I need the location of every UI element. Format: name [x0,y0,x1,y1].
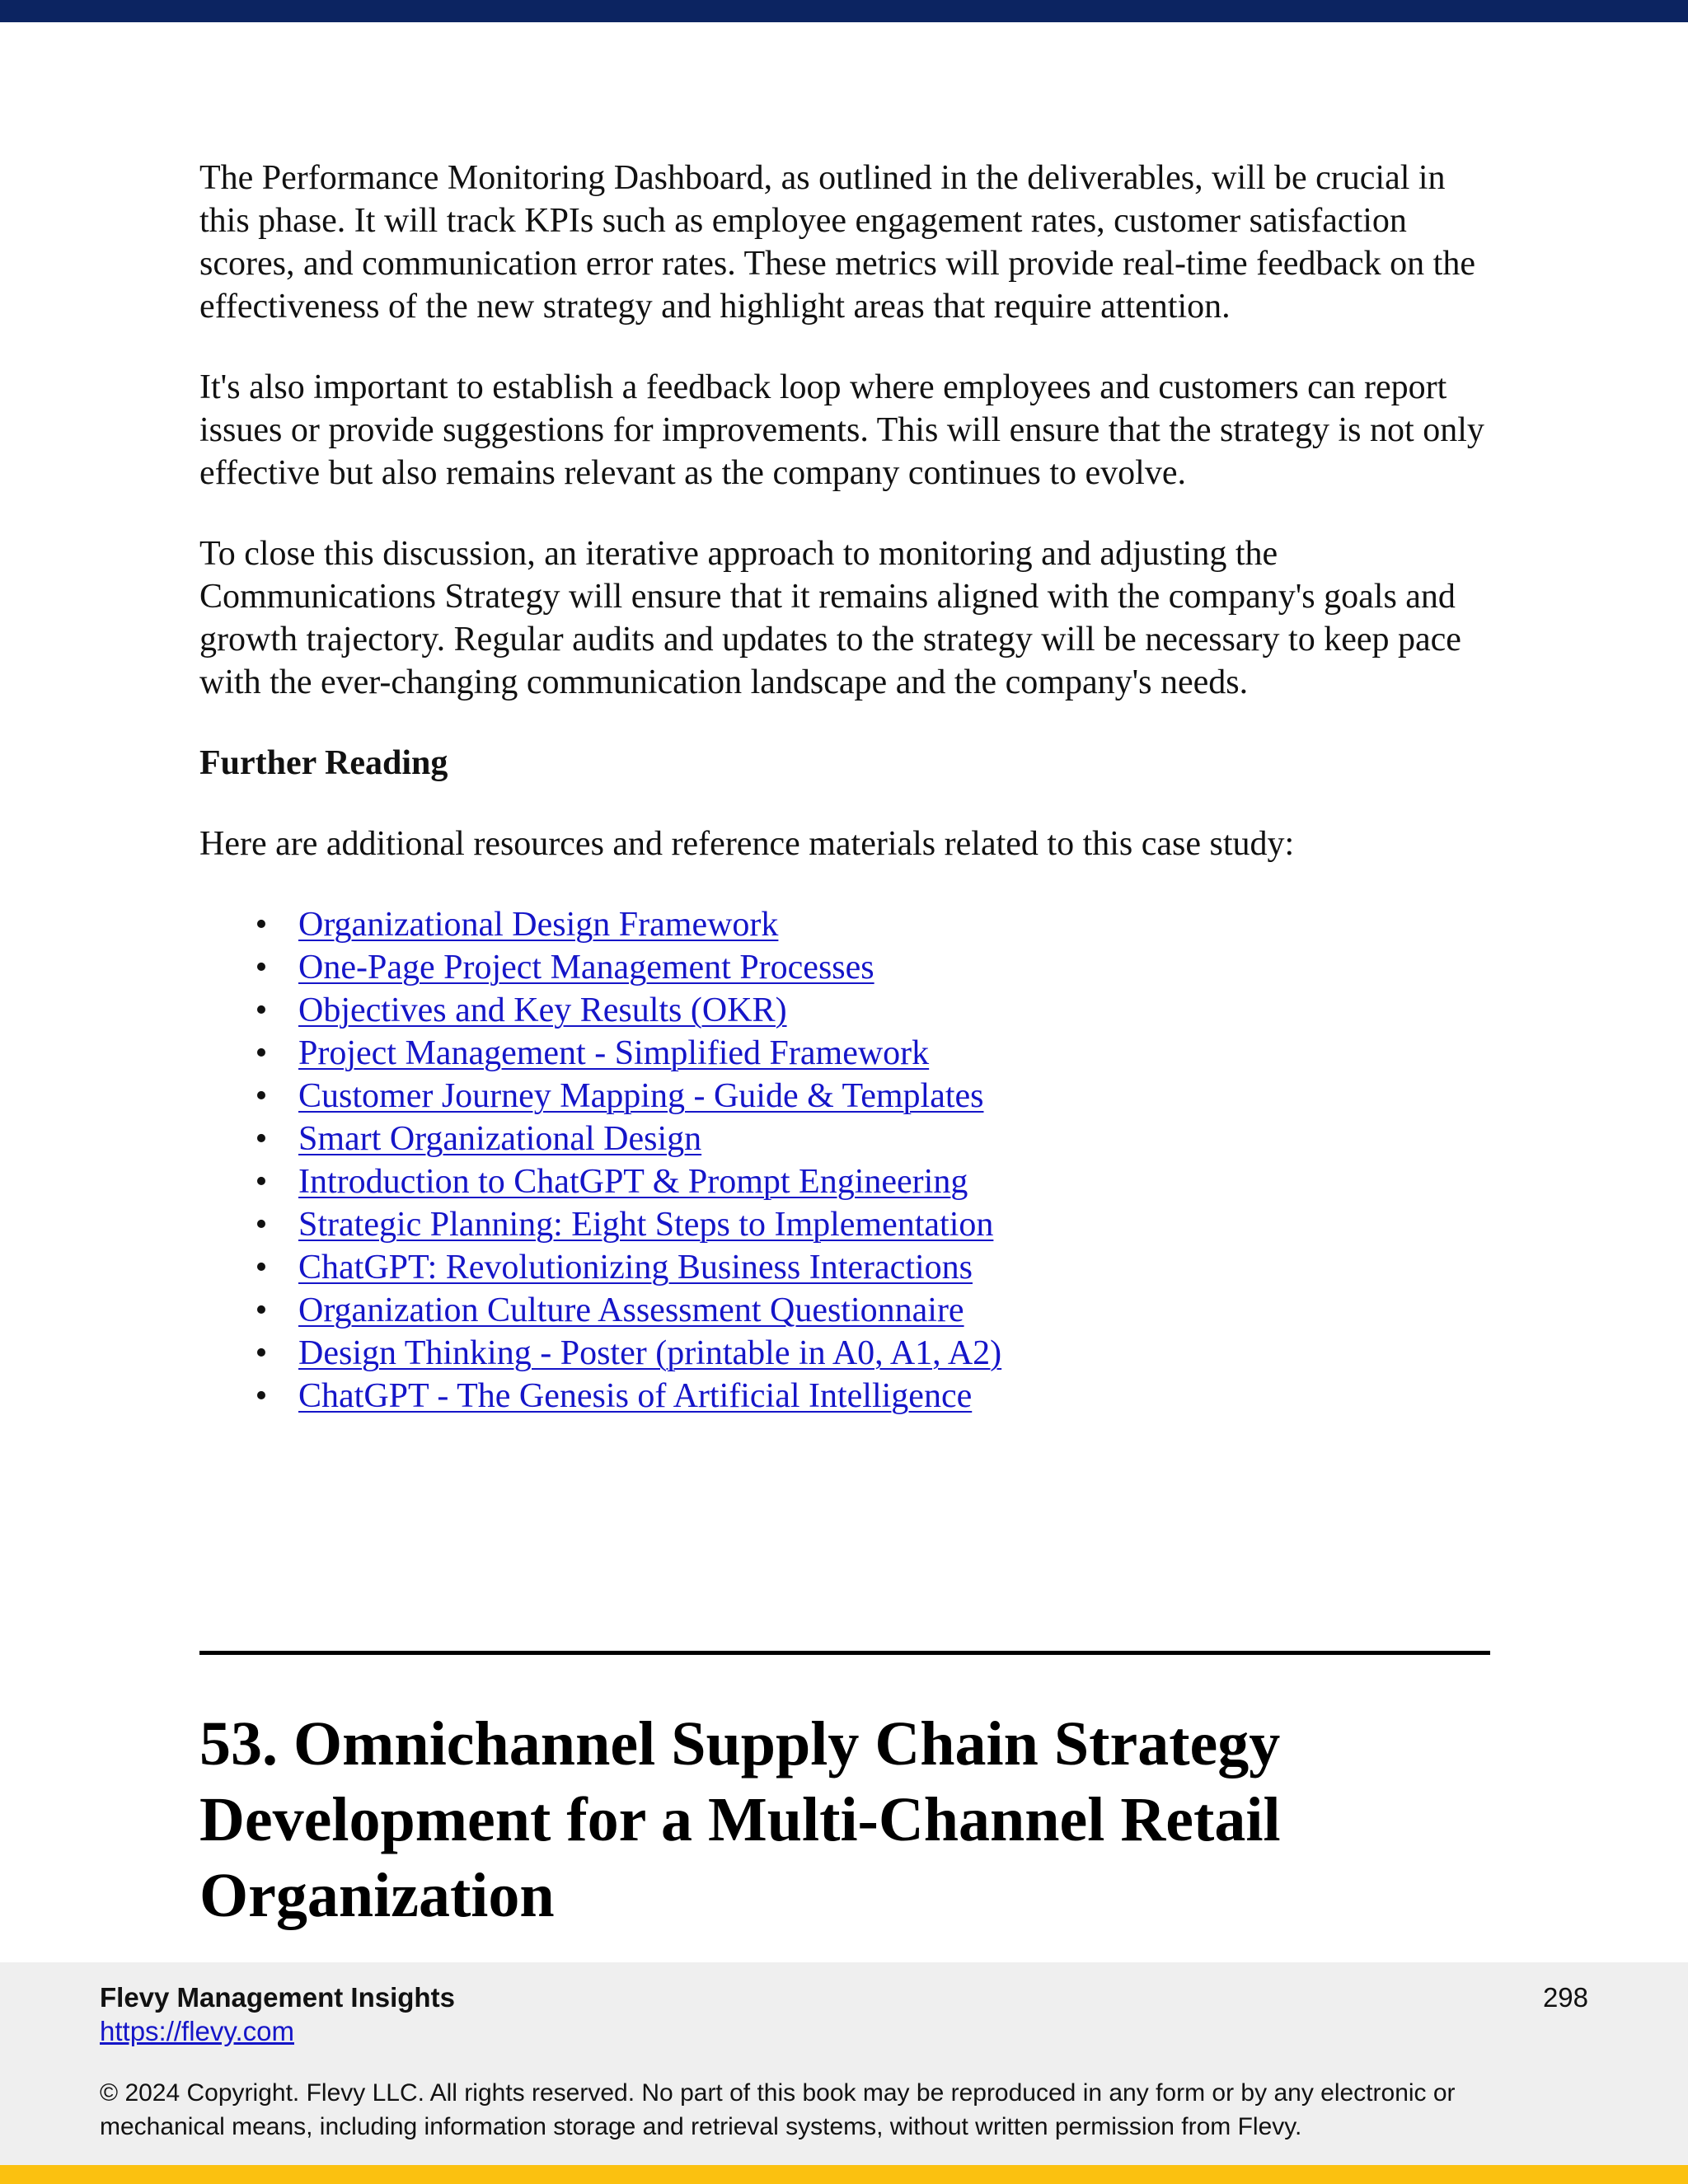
bullet-icon: • [255,949,268,987]
list-item [199,903,1493,946]
list-item [199,1118,1493,1160]
section-divider [199,1651,1490,1655]
list-item [199,1246,1493,1289]
footer-brand: Flevy Management Insights [100,1982,455,2013]
bullet-icon: • [255,1206,268,1244]
reading-link-8[interactable]: Strategic Planning: Eight Steps to Implementation [298,1206,994,1244]
reading-link-11[interactable]: Design Thinking - Poster (printable in A0, A1, A2) [298,1334,1002,1372]
copyright-notice: © 2024 Copyright. Flevy LLC. All rights reserved. No part of this book may be reproduced in any form or by any electronic or mechanical means, including information storage and retrieval systems, without written permission from Flevy. [100,2079,1456,2140]
reading-link-5[interactable]: Customer Journey Mapping - Guide & Templates [298,1077,984,1115]
body-paragraph-1: The Performance Monitoring Dashboard, as outlined in the deliverables, will be crucial in this phase. It will track KPIs such as employee engagement rates, customer satisfaction scores, and communication error rates. These metrics will provide real-time feedback on the effectiveness of the new strategy and highlight areas that require attention. [199,159,1475,326]
list-item [199,1375,1493,1418]
list-item [199,946,1493,989]
bullet-icon: • [255,1077,268,1115]
bullet-icon: • [255,1120,268,1158]
reading-link-3[interactable]: Objectives and Key Results (OKR) [298,991,787,1029]
further-reading-list [199,903,1493,1418]
body-paragraph-3: To close this discussion, an iterative approach to monitoring and adjusting the Communications Strategy will ensure that it remains aligned with the company's goals and growth trajectory. Regular audits and updates to the strategy will be necessary to keep pace with the ever-changing communication landscape and the company's needs. [199,535,1461,701]
reading-link-10[interactable]: Organization Culture Assessment Questionnaire [298,1291,964,1329]
reading-link-12[interactable]: ChatGPT - The Genesis of Artificial Intelligence [298,1377,973,1415]
bullet-icon: • [255,1163,268,1201]
footer-url-link[interactable]: https://flevy.com [100,2016,294,2046]
bullet-icon: • [255,1334,268,1372]
reading-link-1[interactable]: Organizational Design Framework [298,906,779,944]
list-item [199,1203,1493,1246]
reading-link-4[interactable]: Project Management - Simplified Framework [298,1034,930,1072]
bullet-icon: • [255,906,268,944]
reading-link-2[interactable]: One-Page Project Management Processes [298,949,874,987]
bullet-icon: • [255,1249,268,1286]
bullet-icon: • [255,1034,268,1072]
list-item [199,1075,1493,1118]
top-accent-bar [0,0,1688,22]
body-paragraph-2: It's also important to establish a feedback loop where employees and customers can report issues or provide suggestions for improvements. This will ensure that the strategy is not only effective but also remains relevant as the company continues to evolve. [199,368,1484,492]
section-title: 53. Omnichannel Supply Chain Strategy Development for a Multi-Channel Retail Organization [199,1709,1281,1930]
list-item [199,1032,1493,1075]
bottom-accent-bar [0,2165,1688,2184]
list-item [199,1332,1493,1375]
page-content [199,157,1493,1418]
bullet-icon: • [255,1291,268,1329]
page-footer [0,1962,1688,2165]
list-item [199,1289,1493,1332]
reading-link-6[interactable]: Smart Organizational Design [298,1120,702,1158]
further-reading-heading: Further Reading [199,744,448,782]
list-item [199,1160,1493,1203]
page-number: 298 [1542,1982,1588,2013]
bullet-icon: • [255,991,268,1029]
reading-link-7[interactable]: Introduction to ChatGPT & Prompt Engineering [298,1163,968,1201]
reading-link-9[interactable]: ChatGPT: Revolutionizing Business Interactions [298,1249,973,1286]
bullet-icon: • [255,1377,268,1415]
further-reading-intro: Here are additional resources and reference materials related to this case study: [199,825,1295,863]
list-item [199,989,1493,1032]
